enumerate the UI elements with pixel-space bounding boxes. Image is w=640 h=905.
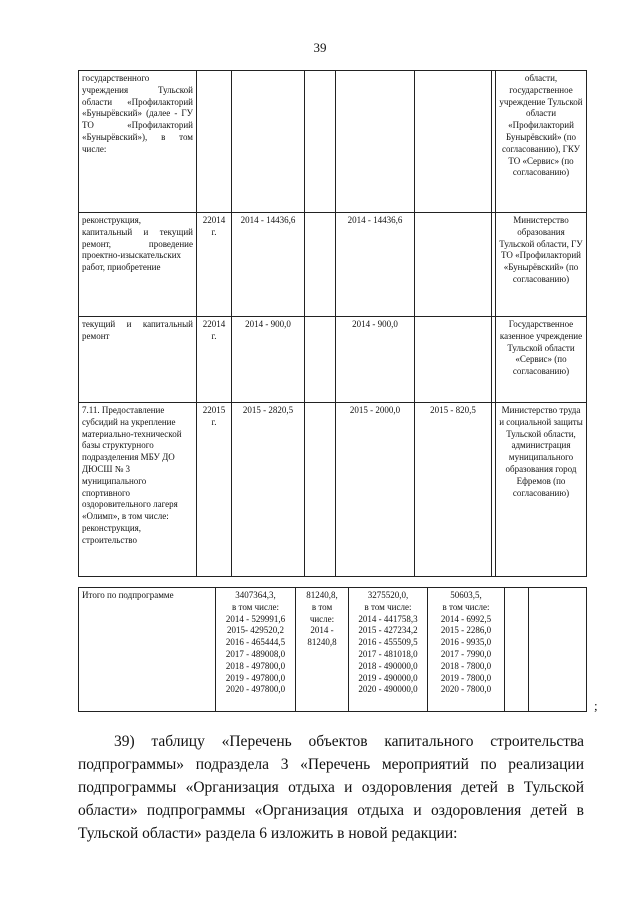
table-row [79, 71, 587, 213]
total-federal-cell [296, 588, 349, 712]
measure-year: 22014 г. [197, 317, 232, 403]
measure-total [232, 71, 305, 213]
other-line: 2018 - 7800,0 [440, 660, 492, 671]
total-all-cell [216, 588, 296, 712]
total-line: 2017 - 489008,0 [225, 648, 286, 659]
total-line: 2014 - 529991,6 [225, 613, 286, 624]
measure-federal [305, 317, 336, 403]
table-row [79, 213, 587, 317]
other-line: 2016 - 9935,0 [440, 637, 492, 648]
measure-total: 2014 - 14436,6 [232, 213, 305, 317]
amendment-paragraph: 39) таблицу «Перечень объектов капитального строительства подпрограммы» подраздела 3 «Перечень мероприятий по реализации подпрограммы «Организация отдыха и оздоровления детей в Тульской области» подпрограммы «Организация отдыха и оздоровления детей в Тульской области» раздела 6 изложить в новой редакции: [78, 733, 584, 842]
total-line: 3407364,3, [235, 590, 276, 600]
other-line: 2017 - 7990,0 [440, 648, 492, 659]
subprogram-total-table [78, 587, 587, 712]
other-line: в том числе: [442, 601, 490, 612]
total-line: 2016 - 465444,5 [225, 637, 286, 648]
federal-line: 81240,8, [306, 590, 338, 600]
regional-line: 2017 - 481018,0 [358, 648, 418, 659]
table-row [79, 317, 587, 403]
measure-executor: Министерство труда и социальной защиты Тульской области, администрация муниципального образования город Ефремов (по согласованию) [496, 403, 587, 577]
measure-regional: 2015 - 2000,0 [336, 403, 415, 577]
empty-cell [529, 588, 587, 712]
table-row [79, 403, 587, 577]
other-line: 2014 - 6992,5 [440, 613, 492, 624]
measure-other [415, 71, 492, 213]
regional-line: в том числе: [364, 601, 412, 612]
measure-total: 2015 - 2820,5 [232, 403, 305, 577]
measure-regional: 2014 - 14436,6 [336, 213, 415, 317]
measures-table [78, 70, 587, 577]
measure-executor: Государственное казенное учреждение Тульской области «Сервис» (по согласованию) [496, 317, 587, 403]
total-regional-cell [349, 588, 428, 712]
measure-name: реконструкция, капитальный и текущий ремонт, проведение проектно-изыскательских работ, приобретение [79, 213, 197, 317]
regional-line: 2016 - 455509,5 [358, 637, 418, 648]
total-label: Итого по подпрограмме [79, 588, 216, 712]
regional-line: 2018 - 490000,0 [358, 660, 418, 671]
other-line: 2020 - 7800,0 [440, 684, 492, 695]
measure-other [415, 317, 492, 403]
measure-year: 22015 г. [197, 403, 232, 577]
total-line: 2018 - 497800,0 [225, 660, 286, 671]
measure-total: 2014 - 900,0 [232, 317, 305, 403]
total-line: 2020 - 497800,0 [225, 684, 286, 695]
other-line: 50603,5, [450, 590, 482, 600]
other-line: 2015 - 2286,0 [440, 625, 492, 636]
regional-line: 2019 - 490000,0 [358, 672, 418, 683]
measure-other [415, 213, 492, 317]
regional-line: 2015 - 427234,2 [358, 625, 418, 636]
measure-regional [336, 71, 415, 213]
federal-line: 2014 - [310, 625, 334, 636]
federal-line: 81240,8 [307, 637, 337, 648]
measure-federal [305, 403, 336, 577]
federal-line: в том числе: [309, 601, 335, 624]
measure-federal [305, 71, 336, 213]
measure-executor: области, государственное учреждение Тульской области «Профилакторий Бунырёвский» (по согласованию), ГКУ ТО «Сервис» (по согласованию) [496, 71, 587, 213]
regional-line: 2020 - 490000,0 [358, 684, 418, 695]
total-other-cell [428, 588, 505, 712]
regional-line: 2014 - 441758,3 [358, 613, 418, 624]
measure-year [197, 71, 232, 213]
total-line: в том числе: [232, 601, 279, 612]
measure-regional: 2014 - 900,0 [336, 317, 415, 403]
end-semicolon: ; [594, 698, 598, 713]
other-line: 2019 - 7800,0 [440, 672, 492, 683]
total-line: 2015- 429520,2 [227, 625, 284, 636]
table-row [79, 588, 587, 712]
measure-name: текущий и капитальный ремонт [79, 317, 197, 403]
page-number: 39 [313, 40, 327, 55]
measure-year: 22014 г. [197, 213, 232, 317]
empty-cell [505, 588, 529, 712]
measure-federal [305, 213, 336, 317]
total-line: 2019 - 497800,0 [225, 672, 286, 683]
measure-other: 2015 - 820,5 [415, 403, 492, 577]
measure-executor: Министерство образования Тульской области, ГУ ТО «Профилакторий «Бунырёвский» (по согласованию) [496, 213, 587, 317]
measure-name: государственного учреждения Тульской области «Профилакторий «Бунырёвский» (далее - ГУ ТО «Профилакторий «Бунырёвский»), в том числе: [79, 71, 197, 213]
measure-name: 7.11. Предоставление субсидий на укрепление материально-технической базы структурного подразделения МБУ ДО ДЮСШ № 3 муниципального спортивного оздоровительного лагеря «Олимп», в том числе: реконструкция, строительство [79, 403, 197, 577]
regional-line: 3275520,0, [367, 590, 409, 600]
